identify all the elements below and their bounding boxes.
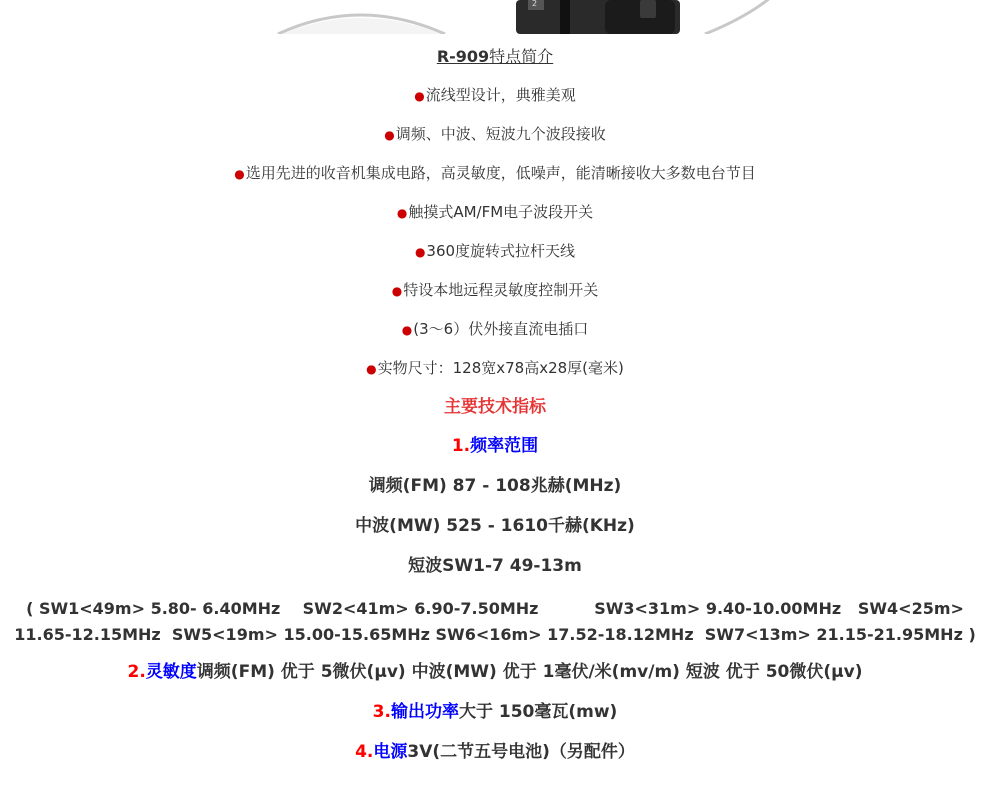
feature-item — [0, 359, 990, 378]
bullet-icon: ● — [366, 362, 377, 376]
feature-item — [0, 281, 990, 300]
spec-label: 输出功率 — [390, 702, 459, 722]
sw-bands-line-2: 11.65-12.15MHz SW5<19m> 15.00-15.65MHz SW6<16m> 17.52-18.12MHz SW7<13m> 21.15-21.95MHz ) — [14, 625, 976, 644]
spec-fm-range: 调频(FM) 87 - 108兆赫(MHz) — [368, 476, 622, 496]
spec-sw-range: 短波SW1-7 49-13m — [408, 556, 582, 576]
feature-item — [0, 86, 990, 105]
spec-value: 调频(FM) 优于 5微伏(μv) 中波(MW) 优于 1毫伏/米(mv/m) 短波 优于 50微伏(μv) — [196, 662, 863, 682]
spec-mw-range: 中波(MW) 525 - 1610千赫(KHz) — [355, 516, 635, 536]
specs-heading: 主要技术指标 — [444, 397, 546, 417]
feature-text: 360度旋转式拉杆天线 — [426, 242, 576, 260]
feature-item — [0, 203, 990, 222]
spec-number: 4. — [355, 742, 374, 762]
feature-text: 触摸式AM/FM电子波段开关 — [408, 203, 594, 221]
spec-label: 灵敏度 — [145, 662, 197, 682]
feature-item — [0, 164, 990, 183]
intro-title — [0, 48, 990, 66]
feature-text: 选用先进的收音机集成电路，高灵敏度，低噪声，能清晰接收大多数电台节目 — [245, 164, 756, 182]
description-content — [0, 48, 990, 782]
bullet-icon: ● — [384, 128, 395, 142]
spec-output-power — [0, 702, 990, 722]
title-suffix: 特点简介 — [489, 47, 554, 66]
spec-number: 3. — [372, 702, 391, 722]
bullet-icon: ● — [414, 245, 426, 259]
feature-text: 流线型设计，典雅美观 — [425, 86, 576, 104]
feature-text: 特设本地远程灵敏度控制开关 — [403, 281, 599, 299]
spec-number: 1. — [451, 436, 471, 456]
feature-text: 实物尺寸：128宽x78高x28厚(毫米) — [377, 359, 624, 377]
spec-value: 大于 150毫瓦(mw) — [458, 702, 618, 722]
bullet-icon: ● — [396, 206, 408, 220]
feature-item — [0, 125, 990, 144]
radio-photo-illustration — [0, 0, 990, 34]
model-name: R-909 — [436, 47, 490, 66]
svg-text:2: 2 — [532, 0, 538, 8]
spec-sw-bands — [0, 596, 990, 648]
feature-item — [0, 320, 990, 339]
spec-power-source — [0, 742, 990, 762]
product-image — [0, 0, 990, 34]
feature-text: (3～6）伏外接直流电插口 — [413, 320, 589, 338]
spec-label: 频率范围 — [470, 436, 539, 456]
spec-label: 电源 — [373, 742, 408, 762]
bullet-icon: ● — [234, 167, 245, 181]
spec-number: 2. — [127, 662, 146, 682]
sw-bands-line-1: ( SW1<49m> 5.80- 6.40MHz SW2<41m> 6.90-7.50MHz SW3<31m> 9.40-10.00MHz SW4<25m> — [26, 599, 964, 618]
spec-freq-heading — [0, 436, 990, 456]
spec-sensitivity — [0, 662, 990, 682]
bullet-icon: ● — [401, 323, 413, 337]
bullet-icon: ● — [391, 284, 403, 298]
bullet-icon: ● — [414, 89, 425, 103]
feature-item — [0, 242, 990, 261]
spec-value: 3V(二节五号电池)（另配件） — [407, 742, 635, 762]
feature-text: 调频、中波、短波九个波段接收 — [395, 125, 606, 143]
